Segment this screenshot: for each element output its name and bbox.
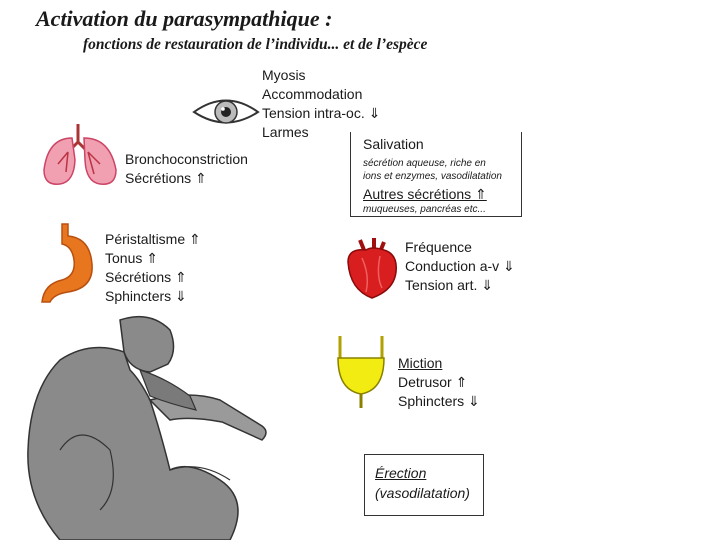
lungs-effect: Bronchoconstriction — [125, 151, 248, 167]
diagram-title: Activation du parasympathique : — [36, 6, 333, 31]
bladder-heading: Miction — [398, 355, 443, 371]
stomach-effect: Péristaltisme ⇑ — [105, 231, 201, 247]
salivation-heading: Salivation — [363, 136, 424, 152]
lungs-effect: Sécrétions ⇑ — [125, 170, 207, 186]
erection-heading: Érection — [375, 465, 427, 481]
eye-icon — [192, 95, 260, 129]
eye-effect: Larmes — [262, 124, 309, 140]
bladder-effects — [398, 354, 480, 411]
eye-effect: Accommodation — [262, 86, 363, 102]
eye-effect: Tension intra-oc. ⇓ — [262, 105, 381, 121]
seated-figure-illustration — [0, 300, 360, 540]
heart-effects — [405, 238, 515, 295]
stomach-icon — [38, 222, 102, 306]
lungs-icon — [38, 120, 124, 188]
stomach-effect: Sécrétions ⇑ — [105, 269, 187, 285]
heart-icon — [340, 236, 402, 300]
eye-effect: Myosis — [262, 67, 306, 83]
stomach-effect: Tonus ⇑ — [105, 250, 158, 266]
heart-effect: Fréquence — [405, 239, 472, 255]
erection-box — [364, 454, 484, 516]
heart-effect: Conduction a-v ⇓ — [405, 258, 515, 274]
lungs-effects — [125, 150, 248, 188]
diagram-subtitle: fonctions de restauration de l’individu... et de l’espèce — [83, 36, 428, 53]
heart-effect: Tension art. ⇓ — [405, 277, 493, 293]
bladder-effect: Sphincters ⇓ — [398, 393, 480, 409]
bladder-effect: Detrusor ⇑ — [398, 374, 468, 390]
salivation-box — [350, 132, 522, 217]
eye-effects — [262, 66, 380, 142]
salivation-detail: ions et enzymes, vasodilatation — [363, 171, 502, 182]
stomach-effects — [105, 230, 201, 306]
erection-detail: (vasodilatation) — [375, 485, 470, 501]
other-secretions-detail: muqueuses, pancréas etc... — [363, 204, 486, 215]
other-secretions-heading: Autres sécrétions ⇑ — [363, 186, 487, 202]
stomach-effect: Sphincters ⇓ — [105, 288, 187, 304]
salivation-detail: sécrétion aqueuse, riche en — [363, 158, 486, 169]
